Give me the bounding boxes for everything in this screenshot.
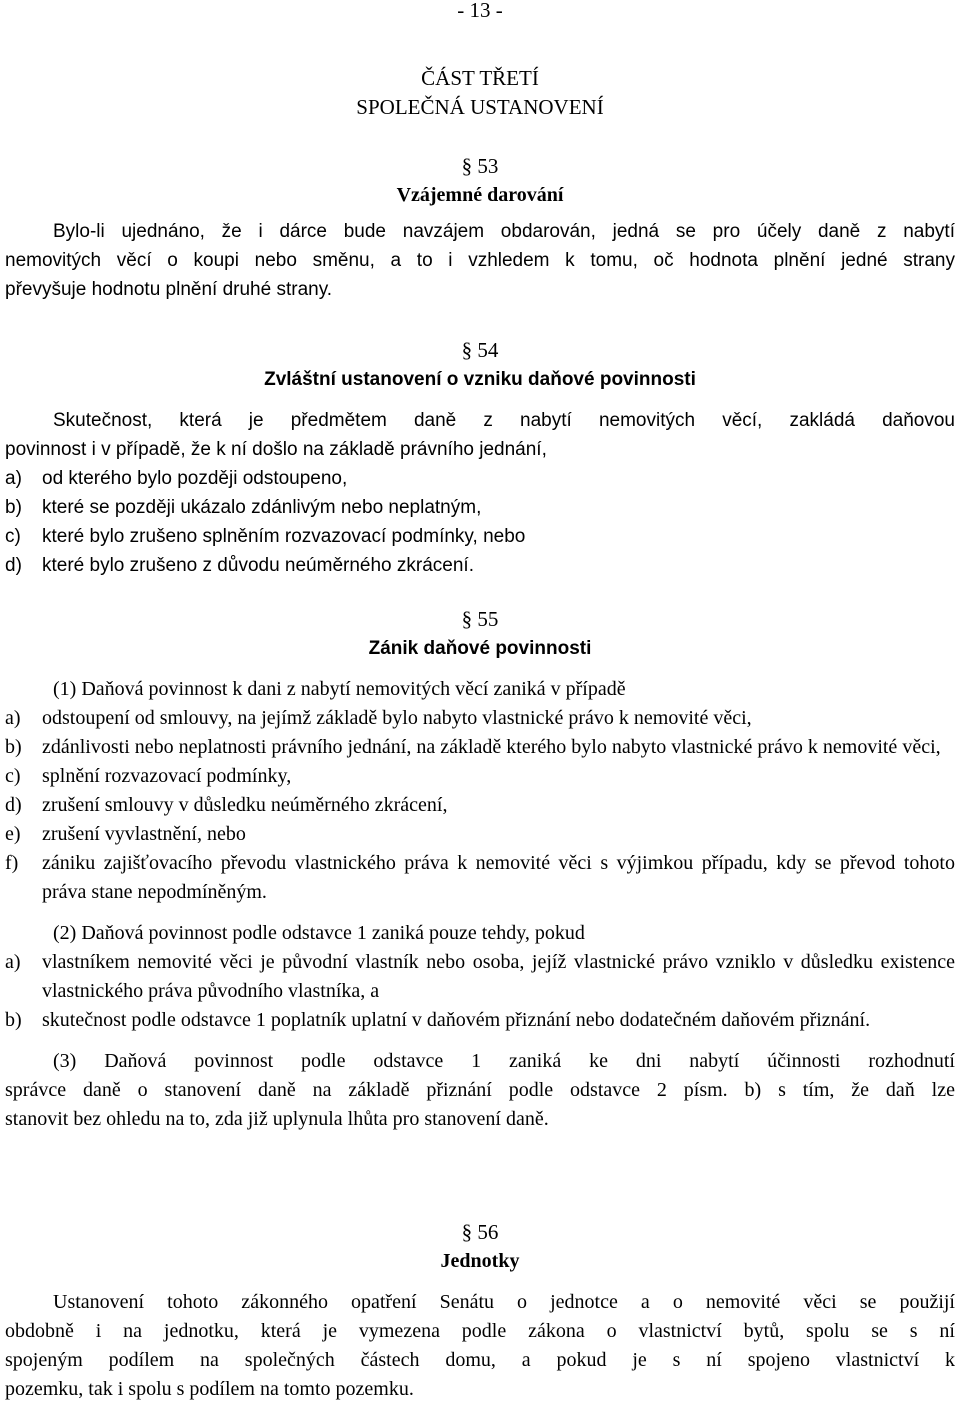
item-text: zrušení vyvlastnění, nebo — [42, 823, 246, 845]
section-54-item-b — [5, 493, 955, 522]
section-53-title: Vzájemné darování — [396, 184, 564, 206]
section-55-para-1: (1) Daňová povinnost k dani z nabytí nemovitých věcí zaniká v případě — [53, 678, 626, 700]
item-label: a) — [5, 707, 21, 729]
section-53-line-2: nemovitých věcí o koupi nebo směnu, a to i vzhledem k tomu, oč hodnota plnění jedné strany — [5, 250, 955, 271]
section-55-number: § 55 — [461, 607, 499, 631]
item-text: zrušení smlouvy v důsledku neúměrného zkrácení, — [42, 794, 448, 816]
section-54-item-a — [5, 464, 955, 493]
item-text: které bylo zrušeno z důvodu neúměrného zkrácení. — [42, 555, 474, 576]
item-label: c) — [5, 526, 21, 547]
item-label: a) — [5, 468, 22, 489]
section-56 — [5, 1218, 955, 1404]
section-54-item-d — [5, 551, 955, 580]
item-label: d) — [5, 794, 22, 816]
section-55-p1-item-b — [5, 733, 955, 762]
item-text: odstoupení od smlouvy, na jejímž základě bylo nabyto vlastnické právo k nemovité věci, — [42, 707, 752, 729]
section-56-number: § 56 — [461, 1220, 499, 1244]
item-text: které bylo zrušeno splněním rozvazovací podmínky, nebo — [42, 526, 526, 547]
item-label: f) — [5, 852, 19, 874]
section-53-body — [5, 217, 955, 304]
item-label: d) — [5, 555, 22, 576]
section-55-p1-item-c — [5, 762, 955, 791]
section-56-line-4: pozemku, tak i spolu s podílem na tomto pozemku. — [5, 1378, 414, 1400]
item-text: splnění rozvazovací podmínky, — [42, 765, 292, 787]
section-53-number: § 53 — [461, 154, 499, 178]
section-54 — [5, 336, 955, 580]
section-54-intro-1: Skutečnost, která je předmětem daně z nabytí nemovitých věcí, zakládá daňovou — [53, 410, 955, 431]
item-text: zdánlivosti nebo neplatnosti právního jednání, na základě kterého bylo nabyto vlastnické právo k nemovité věci, — [42, 736, 941, 758]
section-54-item-c — [5, 522, 955, 551]
section-54-title: Zvláštní ustanovení o vzniku daňové povinnosti — [264, 369, 696, 390]
section-55-p1-item-a — [5, 704, 955, 733]
item-label: a) — [5, 951, 21, 973]
item-text: které se později ukázalo zdánlivým nebo neplatným, — [42, 497, 482, 518]
section-56-title: Jednotky — [440, 1250, 520, 1272]
item-label: c) — [5, 765, 21, 787]
section-55-para-3 — [5, 1047, 955, 1134]
item-text: od kterého bylo později odstoupeno, — [42, 468, 348, 489]
item-text: vlastníkem nemovité věci je původní vlastník nebo osoba, jejíž vlastnické právo vzniklo v důsledku existence vlastnického práva původního vlastníka, a — [42, 951, 955, 1002]
section-55-para-2: (2) Daňová povinnost podle odstavce 1 zaniká pouze tehdy, pokud — [53, 922, 585, 944]
section-55-p1-item-d — [5, 791, 955, 820]
section-56-line-2: obdobně i na jednotku, která je vymezena podle zákona o vlastnictví bytů, spolu se s ní — [5, 1320, 955, 1342]
section-53-line-3: převyšuje hodnotu plnění druhé strany. — [5, 279, 333, 300]
section-56-body — [5, 1288, 955, 1404]
section-54-body — [5, 406, 955, 580]
item-label: b) — [5, 736, 22, 758]
section-55-para-3-line-3: stanovit bez ohledu na to, zda již uplynula lhůta pro stanovení daně. — [5, 1108, 549, 1130]
section-55 — [5, 605, 955, 1134]
section-55-title: Zánik daňové povinnosti — [368, 638, 592, 659]
section-56-line-1: Ustanovení tohoto zákonného opatření Senátu o jednotce a o nemovité věci se použijí — [53, 1291, 955, 1313]
section-55-p1-item-e — [5, 820, 955, 849]
item-label: b) — [5, 497, 22, 518]
item-text: skutečnost podle odstavce 1 poplatník uplatní v daňovém přiznání nebo dodatečném daňovém přiznání. — [42, 1009, 871, 1031]
section-55-p1-item-f — [5, 849, 955, 907]
section-54-intro-2: povinnost i v případě, že k ní došlo na základě právního jednání, — [5, 439, 547, 460]
item-text: zániku zajišťovacího převodu vlastnického práva k nemovité věci s výjimkou případu, kdy se převod tohoto práva stane nepodmíněným. — [42, 852, 955, 903]
section-55-body — [5, 675, 955, 1134]
section-55-p2-item-b — [5, 1006, 955, 1035]
part-subtitle: SPOLEČNÁ USTANOVENÍ — [356, 95, 604, 119]
section-56-line-3: spojeným podílem na společných částech domu, a pokud je s ní spojeno vlastnictví k — [5, 1349, 955, 1371]
section-55-para-3-line-1: (3) Daňová povinnost podle odstavce 1 zaniká ke dni nabytí účinnosti rozhodnutí — [53, 1050, 955, 1072]
page-number: - 13 - — [457, 0, 503, 22]
section-55-p2-item-a — [5, 948, 955, 1006]
section-53 — [5, 152, 955, 304]
section-53-line-1: Bylo-li ujednáno, že i dárce bude navzájem obdarován, jedná se pro účely daně z nabytí — [53, 221, 955, 242]
section-55-para-3-line-2: správce daně o stanovení daně na základě přiznání podle odstavce 2 písm. b) s tím, že daň lze — [5, 1079, 955, 1101]
item-label: e) — [5, 823, 21, 845]
section-54-number: § 54 — [461, 338, 499, 362]
item-label: b) — [5, 1009, 22, 1031]
part-title: ČÁST TŘETÍ — [421, 66, 539, 90]
part-heading — [5, 64, 955, 122]
